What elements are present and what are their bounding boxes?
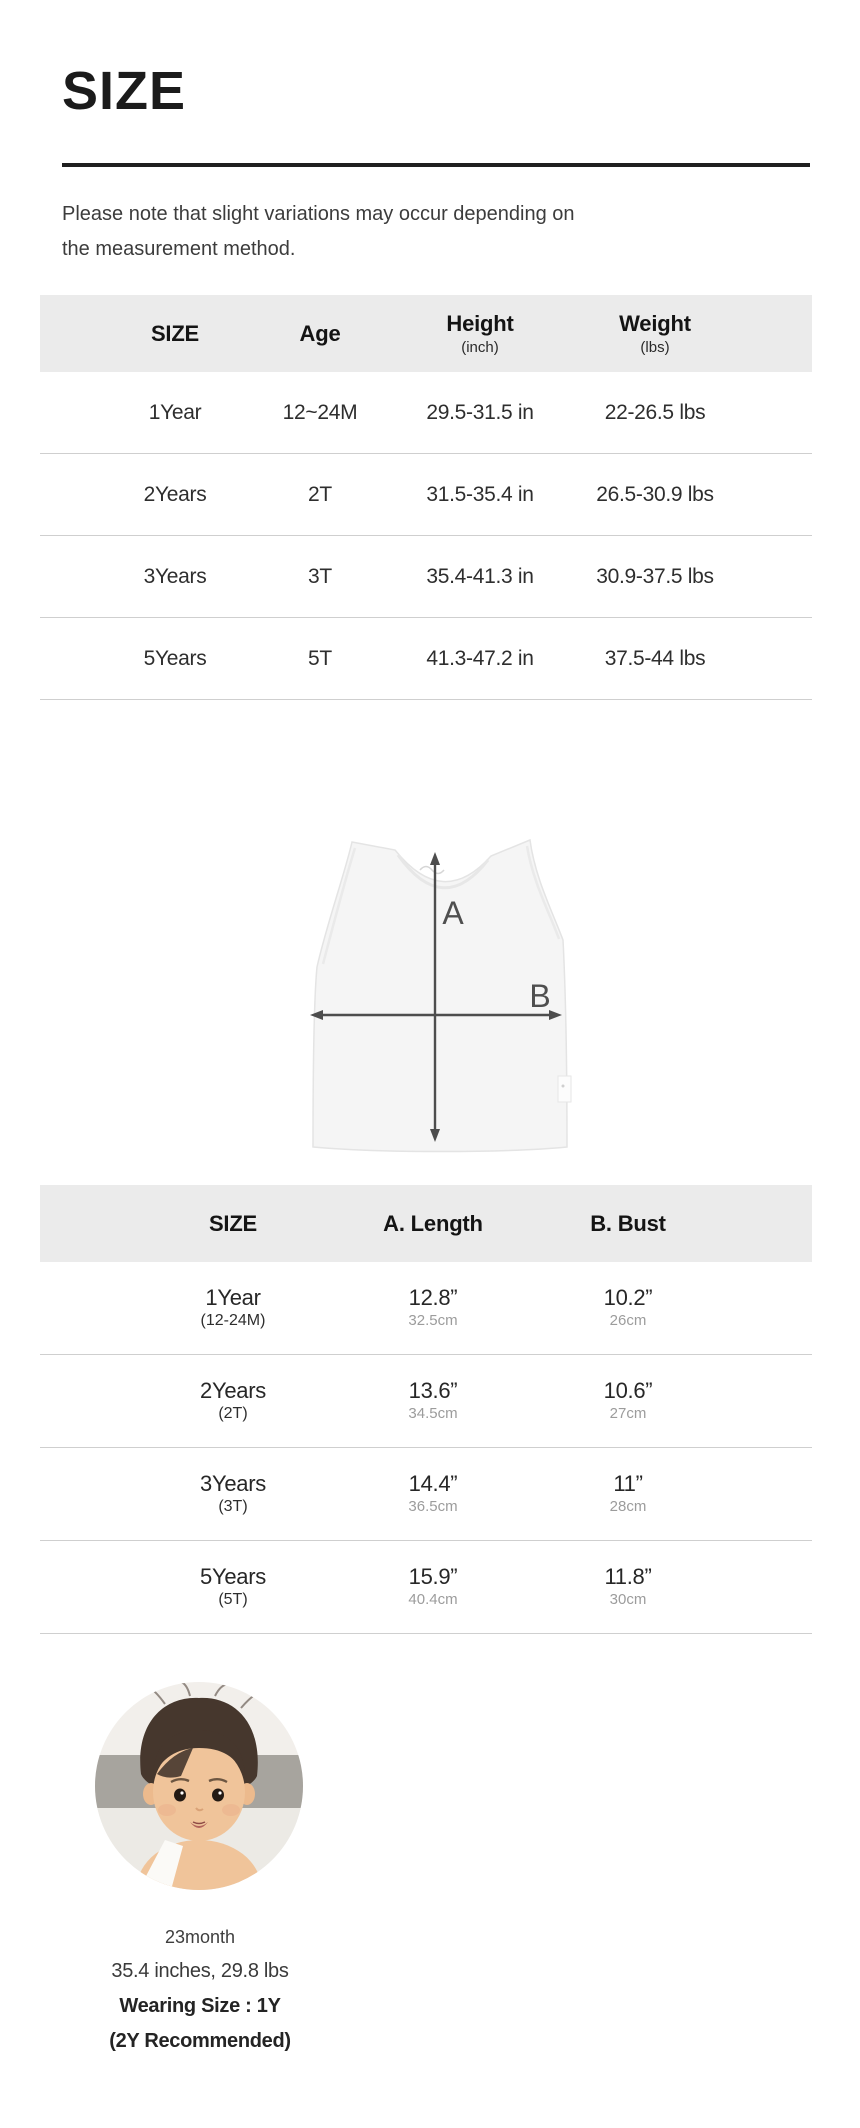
size-cell (200, 1564, 266, 1610)
table-row (40, 618, 812, 700)
height-value: 41.3-47.2 in (426, 646, 534, 670)
col-header-weight-unit: (lbs) (640, 339, 670, 356)
size-value: 2Years (143, 482, 207, 506)
length-inch: 12.8” (408, 1285, 458, 1310)
bust-inch: 11.8” (604, 1564, 652, 1589)
table-row (40, 372, 812, 454)
size-sub: (12-24M) (200, 1312, 266, 1329)
length-cm: 34.5cm (408, 1405, 458, 1422)
age-value: 3T (308, 564, 332, 588)
bust-cell (610, 1471, 647, 1517)
label-b: B (529, 978, 551, 1014)
size-cell (200, 1471, 266, 1517)
size-value: 1Year (205, 1285, 261, 1310)
side-tag (558, 1076, 571, 1102)
length-cell (408, 1285, 457, 1331)
bust-inch: 11” (613, 1471, 643, 1496)
col-header-size: SIZE (208, 1210, 258, 1236)
measurement-note-line1: Please note that slight variations may occur depending on (62, 203, 575, 225)
size-cell (200, 1378, 266, 1424)
length-cm: 40.4cm (408, 1591, 458, 1608)
size-sub: (2T) (218, 1405, 248, 1422)
length-arrowhead-top (430, 852, 440, 865)
size-value: 3Years (200, 1471, 266, 1496)
model-info (30, 1920, 370, 2059)
length-cm: 32.5cm (408, 1312, 458, 1329)
table-row (40, 1448, 812, 1541)
col-header-bust: B. Bust (590, 1210, 666, 1236)
table-row (40, 536, 812, 618)
table-row (40, 1355, 812, 1448)
measurement-table-header (40, 1185, 812, 1262)
length-inch: 15.9” (408, 1564, 458, 1589)
length-inch: 14.4” (408, 1471, 458, 1496)
col-header-weight: Weight (lbs) (619, 311, 691, 356)
model-photo (95, 1682, 303, 1890)
age-value: 2T (308, 482, 332, 506)
size-age-table-header (40, 295, 812, 372)
size-value: 5Years (200, 1564, 266, 1589)
measurement-note (62, 197, 575, 267)
model-age: 23month (164, 1927, 236, 1947)
bust-cm: 26cm (609, 1312, 647, 1329)
bust-cm: 28cm (609, 1498, 647, 1515)
title-divider (62, 163, 810, 167)
bust-inch: 10.6” (603, 1378, 653, 1403)
weight-value: 37.5-44 lbs (604, 646, 706, 670)
bust-cell (604, 1564, 651, 1610)
size-sub: (3T) (218, 1498, 248, 1515)
length-cell (408, 1564, 457, 1610)
model-stats: 35.4 inches, 29.8 lbs (111, 1960, 289, 1982)
model-photo-illustration (95, 1682, 303, 1890)
col-header-height-unit: (inch) (461, 339, 499, 356)
table-row (40, 1262, 812, 1355)
length-inch: 13.6” (408, 1378, 458, 1403)
garment-measure-diagram (295, 828, 585, 1158)
weight-value: 30.9-37.5 lbs (596, 564, 714, 588)
measurement-table (40, 1185, 812, 1634)
bust-cm: 30cm (609, 1591, 647, 1608)
height-value: 31.5-35.4 in (426, 482, 534, 506)
col-header-length: A. Length (383, 1210, 483, 1236)
size-age-table (40, 295, 812, 700)
bust-cell (604, 1285, 653, 1331)
length-cell (408, 1471, 457, 1517)
size-value: 5Years (143, 646, 207, 670)
label-a: A (442, 895, 464, 931)
model-recommend: (2Y Recommended) (109, 2030, 291, 2052)
col-header-height: Height (inch) (446, 311, 514, 356)
col-header-size: SIZE (150, 320, 200, 346)
age-value: 5T (308, 646, 332, 670)
table-row (40, 454, 812, 536)
length-cm: 36.5cm (408, 1498, 458, 1515)
measurement-note-line2: the measurement method. (62, 238, 296, 260)
weight-value: 26.5-30.9 lbs (596, 482, 714, 506)
weight-value: 22-26.5 lbs (604, 400, 706, 424)
table-row (40, 1541, 812, 1634)
bust-cm: 27cm (609, 1405, 647, 1422)
col-header-age: Age (299, 320, 341, 346)
side-tag-mark (562, 1085, 565, 1088)
page-title: SIZE (62, 61, 187, 121)
height-value: 35.4-41.3 in (426, 564, 534, 588)
size-value: 2Years (200, 1378, 266, 1403)
model-wearing: Wearing Size : 1Y (119, 1995, 281, 2017)
bust-inch: 10.2” (603, 1285, 653, 1310)
size-cell (201, 1285, 266, 1331)
length-cell (408, 1378, 457, 1424)
neck-label-print (420, 867, 444, 874)
size-value: 1Year (148, 400, 202, 424)
size-value: 3Years (143, 564, 207, 588)
height-value: 29.5-31.5 in (426, 400, 534, 424)
size-sub: (5T) (218, 1591, 248, 1608)
bust-cell (604, 1378, 653, 1424)
age-value: 12~24M (282, 400, 358, 424)
